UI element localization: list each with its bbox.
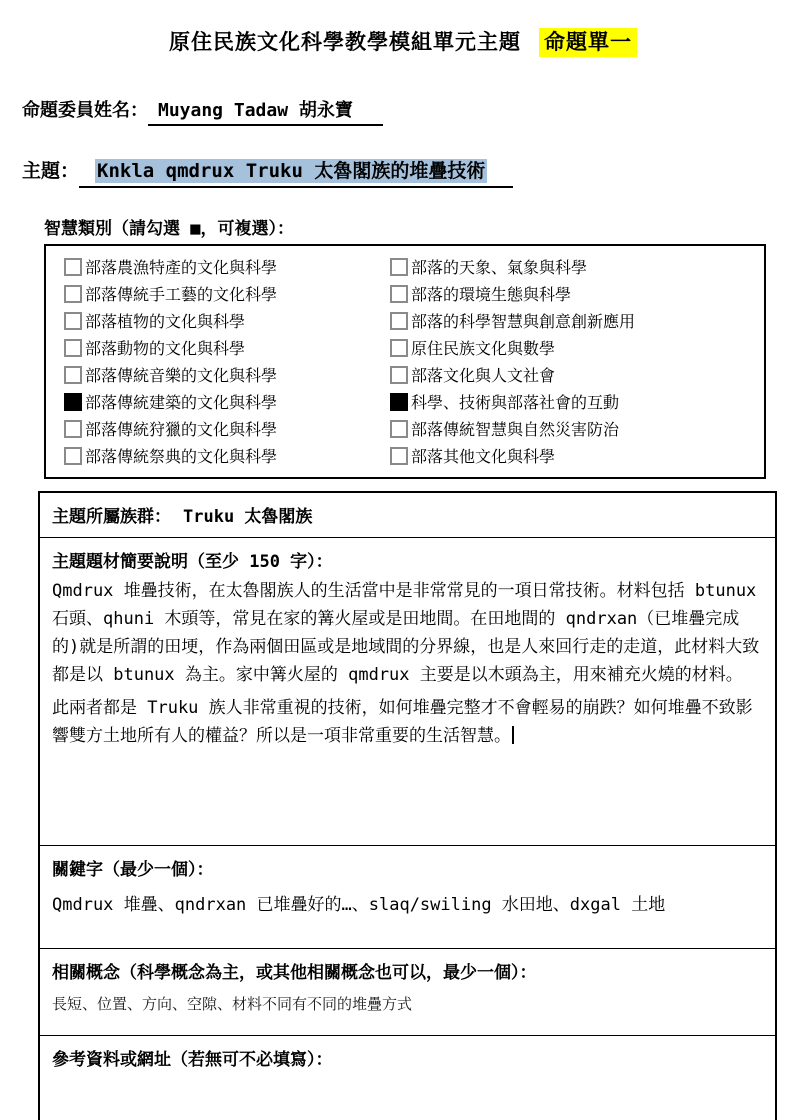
topic-value-selected-text[interactable]: Knkla qmdrux Truku 太魯閣族的堆疊技術: [97, 160, 486, 182]
committee-name-label: 命題委員姓名：: [22, 100, 148, 121]
keywords-value[interactable]: Qmdrux 堆疊、qndrxan 已堆疊好的…、slaq/swiling 水田地、dxgal 土地: [52, 895, 666, 915]
ethnic-group-value[interactable]: Truku 太魯閣族: [183, 507, 313, 527]
concepts-value[interactable]: 長短、位置、方向、空隙、材料不同有不同的堆疊方式: [52, 995, 413, 1013]
wisdom-category-option-label: 部落的環境生態與科學: [411, 285, 572, 304]
wisdom-category-option-label: 部落植物的文化與科學: [85, 312, 246, 331]
concepts-label: 相關概念（科學概念為主，或其他相關概念也可以，最少一個）：: [52, 963, 537, 983]
wisdom-category-option[interactable]: [390, 307, 764, 334]
wisdom-category-option-label: 部落其他文化與科學: [411, 447, 556, 466]
explanation-paragraph-1[interactable]: Qmdrux 堆疊技術，在太魯閣族人的生活當中是非常常見的一項日常技術。材料包括 btunux 石頭、qhuni 木頭等，常見在家的篝火屋或是田地間。在田地間的 qndrxan（已堆疊完成的)就是所謂的田埂，作為兩個田區或是地域間的分界線，也是人來回行走的走道，此材料大致都是以 btunux 為主。家中篝火屋的 qmdrux 主要是以木頭為主，用來補充火燒的材料。: [52, 581, 760, 685]
checkbox-unchecked-icon[interactable]: [390, 312, 408, 330]
wisdom-category-option-label: 部落的科學智慧與創意創新應用: [411, 312, 636, 331]
wisdom-right-column: [390, 253, 764, 469]
title-main-text: 原住民族文化科學教學模組單元主題: [169, 30, 521, 54]
checkbox-unchecked-icon[interactable]: [390, 339, 408, 357]
wisdom-category-option[interactable]: [390, 388, 764, 415]
table-row-ethnic-group: [40, 493, 775, 537]
wisdom-category-option-label: 部落傳統智慧與自然災害防治: [411, 420, 620, 439]
checkbox-unchecked-icon[interactable]: [64, 366, 82, 384]
checkbox-unchecked-icon[interactable]: [64, 312, 82, 330]
ethnic-group-label: 主題所屬族群：: [52, 507, 171, 527]
table-row-reference[interactable]: [40, 1035, 775, 1120]
explanation-paragraph-2[interactable]: 此兩者都是 Truku 族人非常重視的技術，如何堆疊完整才不會輕易的崩跌？如何堆疊不致影響雙方土地所有人的權益？所以是一項非常重要的生活智慧。: [52, 698, 753, 746]
committee-name-field: [22, 96, 806, 126]
wisdom-category-option-label: 部落傳統狩獵的文化與科學: [85, 420, 278, 439]
title-highlight: 命題單一: [539, 28, 637, 57]
wisdom-category-option[interactable]: [64, 334, 390, 361]
checkbox-checked-icon[interactable]: [390, 393, 408, 411]
wisdom-category-option-label: 部落傳統祭典的文化與科學: [85, 447, 278, 466]
wisdom-category-option-label: 部落傳統建築的文化與科學: [85, 393, 278, 412]
wisdom-category-option-label: 部落農漁特產的文化與科學: [85, 258, 278, 277]
topic-label: 主題：: [22, 160, 80, 182]
keywords-label: 關鍵字（最少一個）：: [52, 860, 214, 880]
wisdom-category-option[interactable]: [64, 307, 390, 334]
wisdom-category-option-label: 科學、技術與部落社會的互動: [411, 393, 620, 412]
checkbox-unchecked-icon[interactable]: [390, 420, 408, 438]
checkbox-checked-icon[interactable]: [64, 393, 82, 411]
text-cursor: [512, 726, 514, 744]
wisdom-category-option-label: 部落傳統手工藝的文化科學: [85, 285, 278, 304]
topic-underline[interactable]: [79, 156, 513, 188]
wisdom-category-option[interactable]: [390, 361, 764, 388]
checkbox-unchecked-icon[interactable]: [390, 285, 408, 303]
wisdom-category-option[interactable]: [64, 253, 390, 280]
page-title: [0, 26, 806, 56]
wisdom-left-column: [64, 253, 390, 469]
wisdom-category-option[interactable]: [64, 442, 390, 469]
wisdom-category-option[interactable]: [390, 280, 764, 307]
wisdom-category-option-label: 部落的天象、氣象與科學: [411, 258, 588, 277]
committee-name-value[interactable]: Muyang Tadaw 胡永寶: [148, 96, 383, 126]
wisdom-category-option[interactable]: [64, 388, 390, 415]
wisdom-category-option[interactable]: [390, 334, 764, 361]
wisdom-category-option-label: 部落動物的文化與科學: [85, 339, 246, 358]
topic-detail-table: [38, 491, 777, 1120]
wisdom-category-option[interactable]: [390, 253, 764, 280]
wisdom-category-option[interactable]: [390, 415, 764, 442]
reference-label: 參考資料或網址（若無可不必填寫）：: [52, 1050, 333, 1070]
checkbox-unchecked-icon[interactable]: [64, 420, 82, 438]
wisdom-category-option[interactable]: [64, 280, 390, 307]
wisdom-category-option-label: 原住民族文化與數學: [411, 339, 556, 358]
checkbox-unchecked-icon[interactable]: [64, 339, 82, 357]
table-row-concepts[interactable]: [40, 948, 775, 1035]
checkbox-unchecked-icon[interactable]: [64, 258, 82, 276]
wisdom-category-box: [44, 244, 766, 479]
checkbox-unchecked-icon[interactable]: [390, 366, 408, 384]
checkbox-unchecked-icon[interactable]: [64, 285, 82, 303]
topic-field: [22, 156, 806, 188]
table-row-explanation[interactable]: [40, 537, 775, 845]
wisdom-category-option[interactable]: [64, 361, 390, 388]
wisdom-category-heading: 智慧類別（請勾選 ■，可複選）：: [44, 219, 294, 239]
wisdom-category-option-label: 部落文化與人文社會: [411, 366, 556, 385]
checkbox-unchecked-icon[interactable]: [64, 447, 82, 465]
wisdom-category-option-label: 部落傳統音樂的文化與科學: [85, 366, 278, 385]
checkbox-unchecked-icon[interactable]: [390, 447, 408, 465]
wisdom-category-option[interactable]: [390, 442, 764, 469]
table-row-keywords[interactable]: [40, 845, 775, 948]
wisdom-category-option[interactable]: [64, 415, 390, 442]
checkbox-unchecked-icon[interactable]: [390, 258, 408, 276]
explanation-label: 主題題材簡要說明（至少 150 字）：: [52, 552, 333, 572]
